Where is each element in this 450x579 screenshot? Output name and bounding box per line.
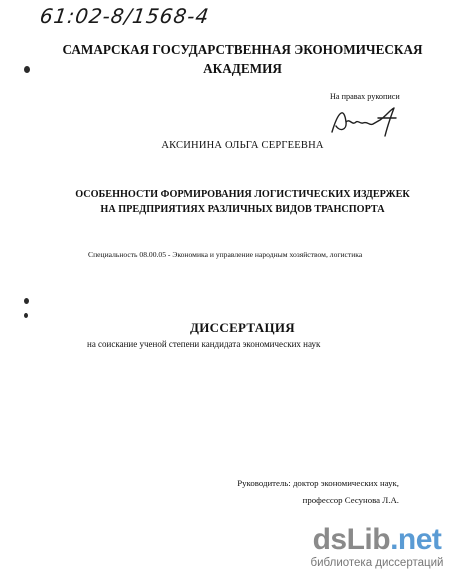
dslib-logo (306, 524, 448, 556)
supervisor-block (223, 475, 399, 509)
scan-speck (24, 313, 28, 318)
handwritten-signature (328, 102, 406, 140)
supervisor-line: профессор Сесунова Л.А. (302, 495, 399, 505)
supervisor-line: Руководитель: доктор экономических наук, (237, 478, 399, 488)
rights-note: На правах рукописи (330, 92, 400, 101)
academy-name (40, 40, 445, 78)
scan-speck (24, 66, 30, 73)
watermark-subtitle: библиотека диссертаций (310, 557, 444, 569)
dslib-watermark[interactable] (306, 524, 448, 576)
specialty-line: Специальность 08.00.05 - Экономика и управление народным хозяйством, логистика (88, 250, 363, 259)
topic-line: НА ПРЕДПРИЯТИЯХ РАЗЛИЧНЫХ ВИДОВ ТРАНСПОРТА (100, 204, 385, 215)
academy-name-line: САМАРСКАЯ ГОСУДАРСТВЕННАЯ ЭКОНОМИЧЕСКАЯ (62, 42, 423, 57)
scan-speck (24, 298, 29, 304)
dissertation-heading: ДИССЕРТАЦИЯ (190, 320, 295, 335)
academy-name-line: АКАДЕМИЯ (203, 61, 282, 76)
dissertation-topic (40, 187, 445, 217)
dissertation-degree-line: на соискание ученой степени кандидата экономических наук (87, 339, 321, 349)
logo-domain-text: .net (390, 523, 442, 556)
handwritten-reference-number: 61:02-8/1568-4 (38, 4, 211, 28)
author-name: АКСИНИНА ОЛЬГА СЕРГЕЕВНА (161, 140, 324, 151)
topic-line: ОСОБЕННОСТИ ФОРМИРОВАНИЯ ЛОГИСТИЧЕСКИХ ИЗДЕРЖЕК (75, 189, 410, 200)
logo-main-text: dsLib (312, 523, 391, 556)
